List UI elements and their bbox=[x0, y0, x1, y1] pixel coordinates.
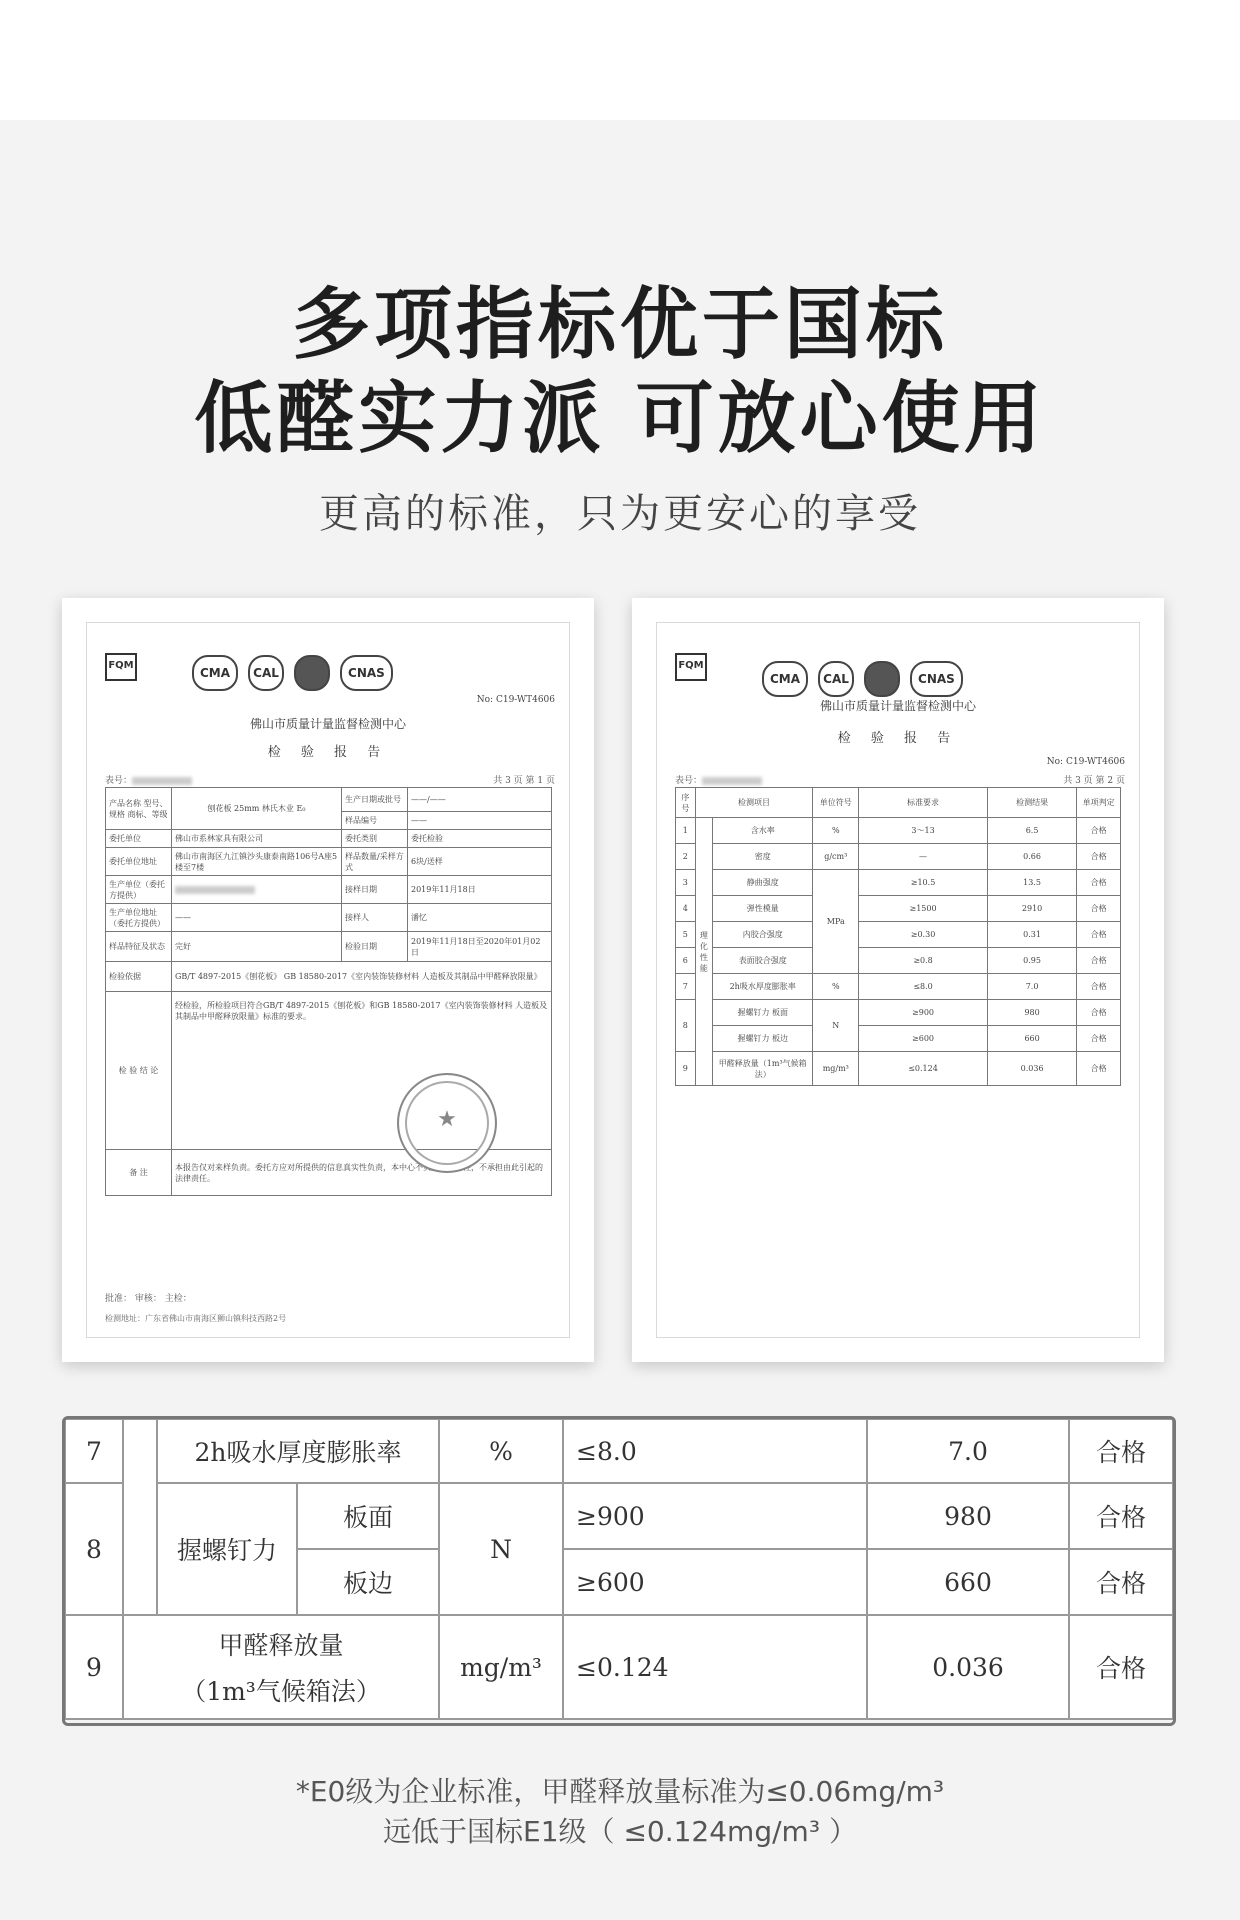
table-row bbox=[65, 1615, 1173, 1719]
official-seal-icon bbox=[397, 1073, 497, 1173]
report-number: No: C19-WT4606 bbox=[476, 695, 555, 705]
zoomed-results-table bbox=[64, 1418, 1174, 1720]
category-cell bbox=[123, 1419, 157, 1615]
table-row: 4 弹性模量 ≥1500 2910 合格 bbox=[676, 896, 1121, 922]
fqm-logo-icon: FQM bbox=[675, 653, 707, 681]
table-row: 5 内胶合强度 ≥0.30 0.31 合格 bbox=[676, 922, 1121, 948]
signature-row: 批准： 审核： 主检： bbox=[105, 1294, 192, 1304]
row-8-item: 握螺钉力 bbox=[157, 1483, 297, 1615]
cma-badge-icon: CMA bbox=[762, 661, 808, 697]
headline-line-1: 多项指标优于国标 bbox=[291, 280, 948, 370]
table-row bbox=[65, 1419, 1173, 1483]
row-8-requirement-edge: ≥600 bbox=[563, 1549, 867, 1615]
report-title: 检 验 报 告 bbox=[267, 745, 389, 760]
report-id-blurred: 表号： bbox=[105, 773, 192, 786]
page-info: 共 3 页 第 2 页 bbox=[1063, 776, 1125, 786]
fqm-logo-icon: FQM bbox=[105, 653, 137, 681]
row-7-judgement: 合格 bbox=[1069, 1419, 1173, 1483]
table-row: 3 静曲强度 MPa ≥10.5 13.5 合格 bbox=[676, 870, 1121, 896]
table-row: 生产单位地址（委托方提供） —— 接样人 潘忆 bbox=[106, 904, 552, 932]
test-center-name: 佛山市质量计量监督检测中心 bbox=[249, 717, 406, 731]
certificate-page-2-sheet bbox=[656, 622, 1140, 1338]
row-8-unit: N bbox=[439, 1483, 563, 1615]
row-7-item: 2h吸水厚度膨胀率 bbox=[157, 1419, 439, 1483]
cal-badge-icon: CAL bbox=[818, 661, 854, 697]
table-row: 1 理化性能 含水率 % 3～13 6.5 合格 bbox=[676, 818, 1121, 844]
subtitle: 更高的标准，只为更安心的享受 bbox=[319, 491, 921, 537]
certificate-page-1-sheet bbox=[86, 622, 570, 1338]
table-row: 委托单位 佛山市系林家具有限公司 委托类别 委托检验 bbox=[106, 830, 552, 848]
row-9-result: 0.036 bbox=[867, 1615, 1069, 1719]
row-8-judgement-face: 合格 bbox=[1069, 1483, 1173, 1549]
table-row: 生产单位（委托方提供） 接样日期 2019年11月18日 bbox=[106, 876, 552, 904]
table-row: 委托单位地址 佛山市南海区九江镇沙头康泰南路106号A座5楼至7楼 样品数量/采样方式 6块/送样 bbox=[106, 848, 552, 876]
table-row: 7 2h吸水厚度膨胀率 % ≤8.0 7.0 合格 bbox=[676, 974, 1121, 1000]
table-row: 6 表面胶合强度 ≥0.8 0.95 合格 bbox=[676, 948, 1121, 974]
row-8-sub-face: 板面 bbox=[297, 1483, 439, 1549]
row-7-result: 7.0 bbox=[867, 1419, 1069, 1483]
table-row: 样品特征及状态 完好 检验日期 2019年11月18日至2020年01月02日 bbox=[106, 932, 552, 962]
table-row: 9 甲醛释放量（1m³气候箱法） mg/m³ ≤0.124 0.036 合格 bbox=[676, 1052, 1121, 1086]
table-row: 8 握螺钉力 板面 N ≥900 980 合格 bbox=[676, 1000, 1121, 1026]
page-info: 共 3 页 第 1 页 bbox=[493, 776, 555, 786]
row-8-result-edge: 660 bbox=[867, 1549, 1069, 1615]
row-7-number: 7 bbox=[65, 1419, 123, 1483]
table-row: 备 注 本报告仅对来样负责。委托方应对所提供的信息真实性负责，本中心不负责其真实性，不承担由此引起的法律责任。 bbox=[106, 1150, 552, 1196]
row-7-unit: % bbox=[439, 1419, 563, 1483]
accreditation-badges bbox=[192, 653, 393, 693]
top-banner bbox=[0, 0, 1240, 120]
row-7-requirement: ≤8.0 bbox=[563, 1419, 867, 1483]
row-8-result-face: 980 bbox=[867, 1483, 1069, 1549]
cnas-badge-icon: CNAS bbox=[340, 655, 393, 691]
test-results-table bbox=[675, 787, 1121, 1086]
table-row: 握螺钉力 板边 ≥600 660 合格 bbox=[676, 1026, 1121, 1052]
table-header-row: 序号 检测项目 单位符号 标准要求 检测结果 单项判定 bbox=[676, 788, 1121, 818]
row-9-unit: mg/m³ bbox=[439, 1615, 563, 1719]
row-8-judgement-edge: 合格 bbox=[1069, 1549, 1173, 1615]
table-row: 样品编号 —— bbox=[106, 812, 552, 830]
table-row: 检 验 结 论 经检验，所检验项目符合GB/T 4897-2015《刨花板》和GB 18580-2017《室内装饰装修材料 人造板及其制品中甲醛释放限量》标准的要求。 bbox=[106, 992, 552, 1150]
report-number: No: C19-WT4606 bbox=[1046, 757, 1125, 767]
report-id-blurred: 表号： bbox=[675, 773, 762, 786]
row-8-number: 8 bbox=[65, 1483, 123, 1615]
certificate-page-1[interactable] bbox=[62, 598, 594, 1362]
table-row: 产品名称 型号、规格 商标、等级 刨花板 25mm 林氏木业 E₀ 生产日期或批号 ——/—— bbox=[106, 788, 552, 812]
row-9-item-line-1: 甲醛释放量 bbox=[218, 1631, 344, 1660]
report-title: 检 验 报 告 bbox=[837, 731, 959, 746]
table-row: 检验依据 GB/T 4897-2015《刨花板》 GB 18580-2017《室内装饰装修材料 人造板及其制品中甲醛释放限量》 bbox=[106, 962, 552, 992]
row-9-item-line-2: （1m³气候箱法） bbox=[181, 1677, 381, 1706]
headline-line-2: 低醛实力派 可放心使用 bbox=[194, 374, 1046, 464]
footnote-line-2: 远低于国标E1级（ ≤0.124mg/m³ ） bbox=[383, 1815, 857, 1848]
row-9-judgement: 合格 bbox=[1069, 1615, 1173, 1719]
accreditation-badges bbox=[762, 659, 963, 699]
certificate-page-2[interactable] bbox=[632, 598, 1164, 1362]
test-center-name: 佛山市质量计量监督检测中心 bbox=[819, 699, 976, 713]
test-address: 检测地址：广东省佛山市南海区狮山镇科技西路2号 bbox=[105, 1314, 287, 1323]
row-9-number: 9 bbox=[65, 1615, 123, 1719]
cma-badge-icon: CMA bbox=[192, 655, 238, 691]
row-8-sub-edge: 板边 bbox=[297, 1549, 439, 1615]
row-8-requirement-face: ≥900 bbox=[563, 1483, 867, 1549]
row-9-item bbox=[123, 1615, 439, 1719]
seal-star-icon: ★ bbox=[437, 1107, 457, 1132]
ilac-badge-icon bbox=[864, 661, 900, 697]
cal-badge-icon: CAL bbox=[248, 655, 284, 691]
cnas-badge-icon: CNAS bbox=[910, 661, 963, 697]
table-row: 2 密度 g/cm³ — 0.66 合格 bbox=[676, 844, 1121, 870]
ilac-badge-icon bbox=[294, 655, 330, 691]
table-row bbox=[65, 1483, 1173, 1549]
row-9-requirement: ≤0.124 bbox=[563, 1615, 867, 1719]
footnote-line-1: *E0级为企业标准，甲醛释放量标准为≤0.06mg/m³ bbox=[295, 1775, 945, 1808]
